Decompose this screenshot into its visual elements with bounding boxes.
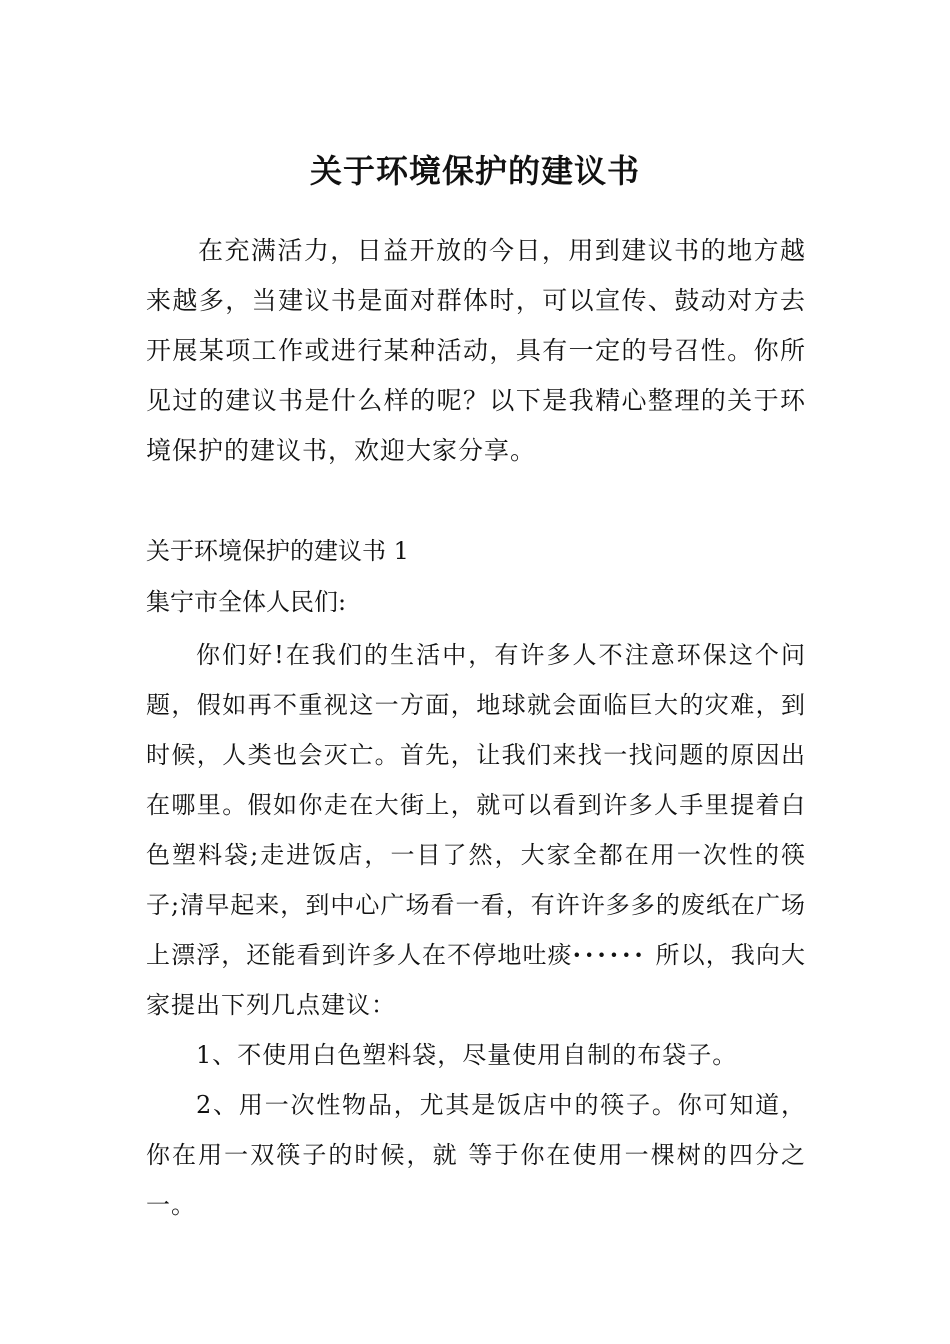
section-title: 关于环境保护的建议书 1 <box>146 537 409 565</box>
letter-body <box>146 528 806 1230</box>
suggestion-item-2: 2、用一次性物品，尤其是饭店中的筷子。你可知道，你在用一双筷子的时候，就 等于你在使用一棵树的四分之一。 <box>146 1091 806 1219</box>
ellipsis-dots: ······ <box>572 940 647 969</box>
body-paragraph <box>146 630 806 1030</box>
body-paragraph-conclusion: 所以，我向大家提出下列几点建议： <box>146 941 806 1019</box>
suggestion-item-1: 1、不使用白色塑料袋，尽量使用自制的布袋子。 <box>196 1041 738 1069</box>
intro-paragraph: 在充满活力，日益开放的今日，用到建议书的地方越来越多，当建议书是面对群体时，可以宣传、鼓动对方去开展某项工作或进行某种活动，具有一定的号召性。你所见过的建议书是什么样的呢？以下是我精心整理的关于环境保护的建议书，欢迎大家分享。 <box>146 236 806 465</box>
document-title: 关于环境保护的建议书 <box>309 152 640 191</box>
body-paragraph-text: 你们好!在我们的生活中，有许多人不注意环保这个问题，假如再不重视这一方面，地球就会面临巨大的灾难，到时候，人类也会灭亡。首先，让我们来找一找问题的原因出在哪里。假如你走在大街上，就可以看到许多人手里提着白色塑料袋;走进饭店，一目了然，大家全都在用一次性的筷子;清早起来，到中心广场看一看，有许许多多的废纸在广场上漂浮，还能看到许多人在不停地吐痰 <box>146 641 806 969</box>
salutation: 集宁市全体人民们: <box>146 588 347 616</box>
